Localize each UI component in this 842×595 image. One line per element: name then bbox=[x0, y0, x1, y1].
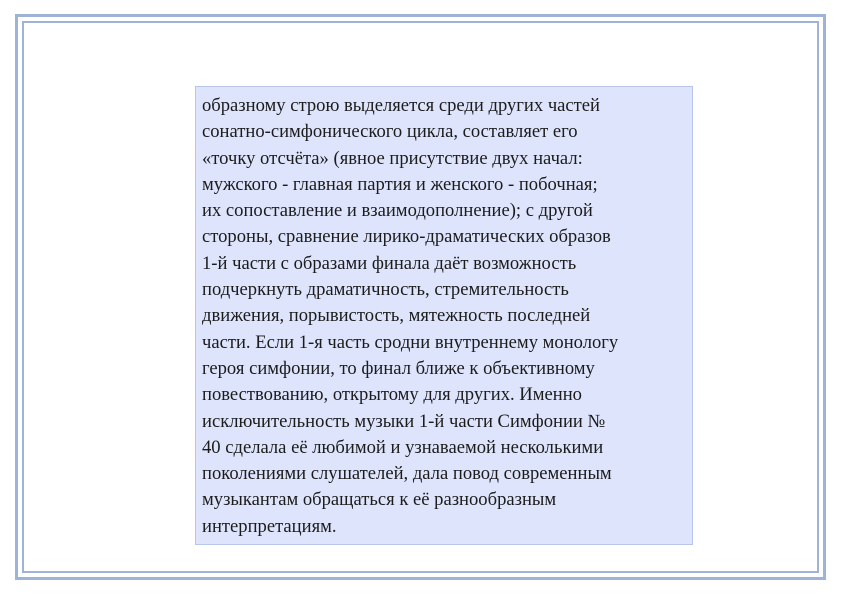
text-line: музыкантам обращаться к её разнообразным bbox=[202, 489, 557, 511]
text-line: поколениями слушателей, дала повод современным bbox=[202, 463, 612, 485]
text-line: исключительность музыки 1-й части Симфонии № bbox=[202, 410, 606, 432]
text-line: интерпретациям. bbox=[202, 515, 337, 537]
slide-text-box bbox=[195, 86, 693, 545]
text-line: 40 сделала её любимой и узнаваемой несколькими bbox=[202, 436, 604, 458]
text-line: движения, порывистость, мятежность последней bbox=[202, 305, 591, 327]
text-line: образному строю выделяется среди других частей bbox=[202, 95, 601, 116]
text-line: подчеркнуть драматичность, стремительность bbox=[202, 279, 569, 301]
text-line: «точку отсчёта» (явное присутствие двух начал: bbox=[202, 147, 583, 169]
text-line: героя симфонии, то финал ближе к объективному bbox=[202, 357, 595, 379]
text-line: стороны, сравнение лирико-драматических образов bbox=[202, 226, 611, 248]
text-line: части. Если 1-я часть сродни внутреннему монологу bbox=[202, 331, 619, 353]
text-line: сонатно-симфонического цикла, составляет его bbox=[202, 121, 578, 143]
text-line: мужского - главная партия и женского - побочная; bbox=[202, 173, 598, 195]
text-line: повествованию, открытому для других. Именно bbox=[202, 384, 582, 406]
text-line: их сопоставление и взаимодополнение); с другой bbox=[202, 200, 593, 222]
text-line: 1-й части с образами финала даёт возможность bbox=[202, 252, 577, 274]
